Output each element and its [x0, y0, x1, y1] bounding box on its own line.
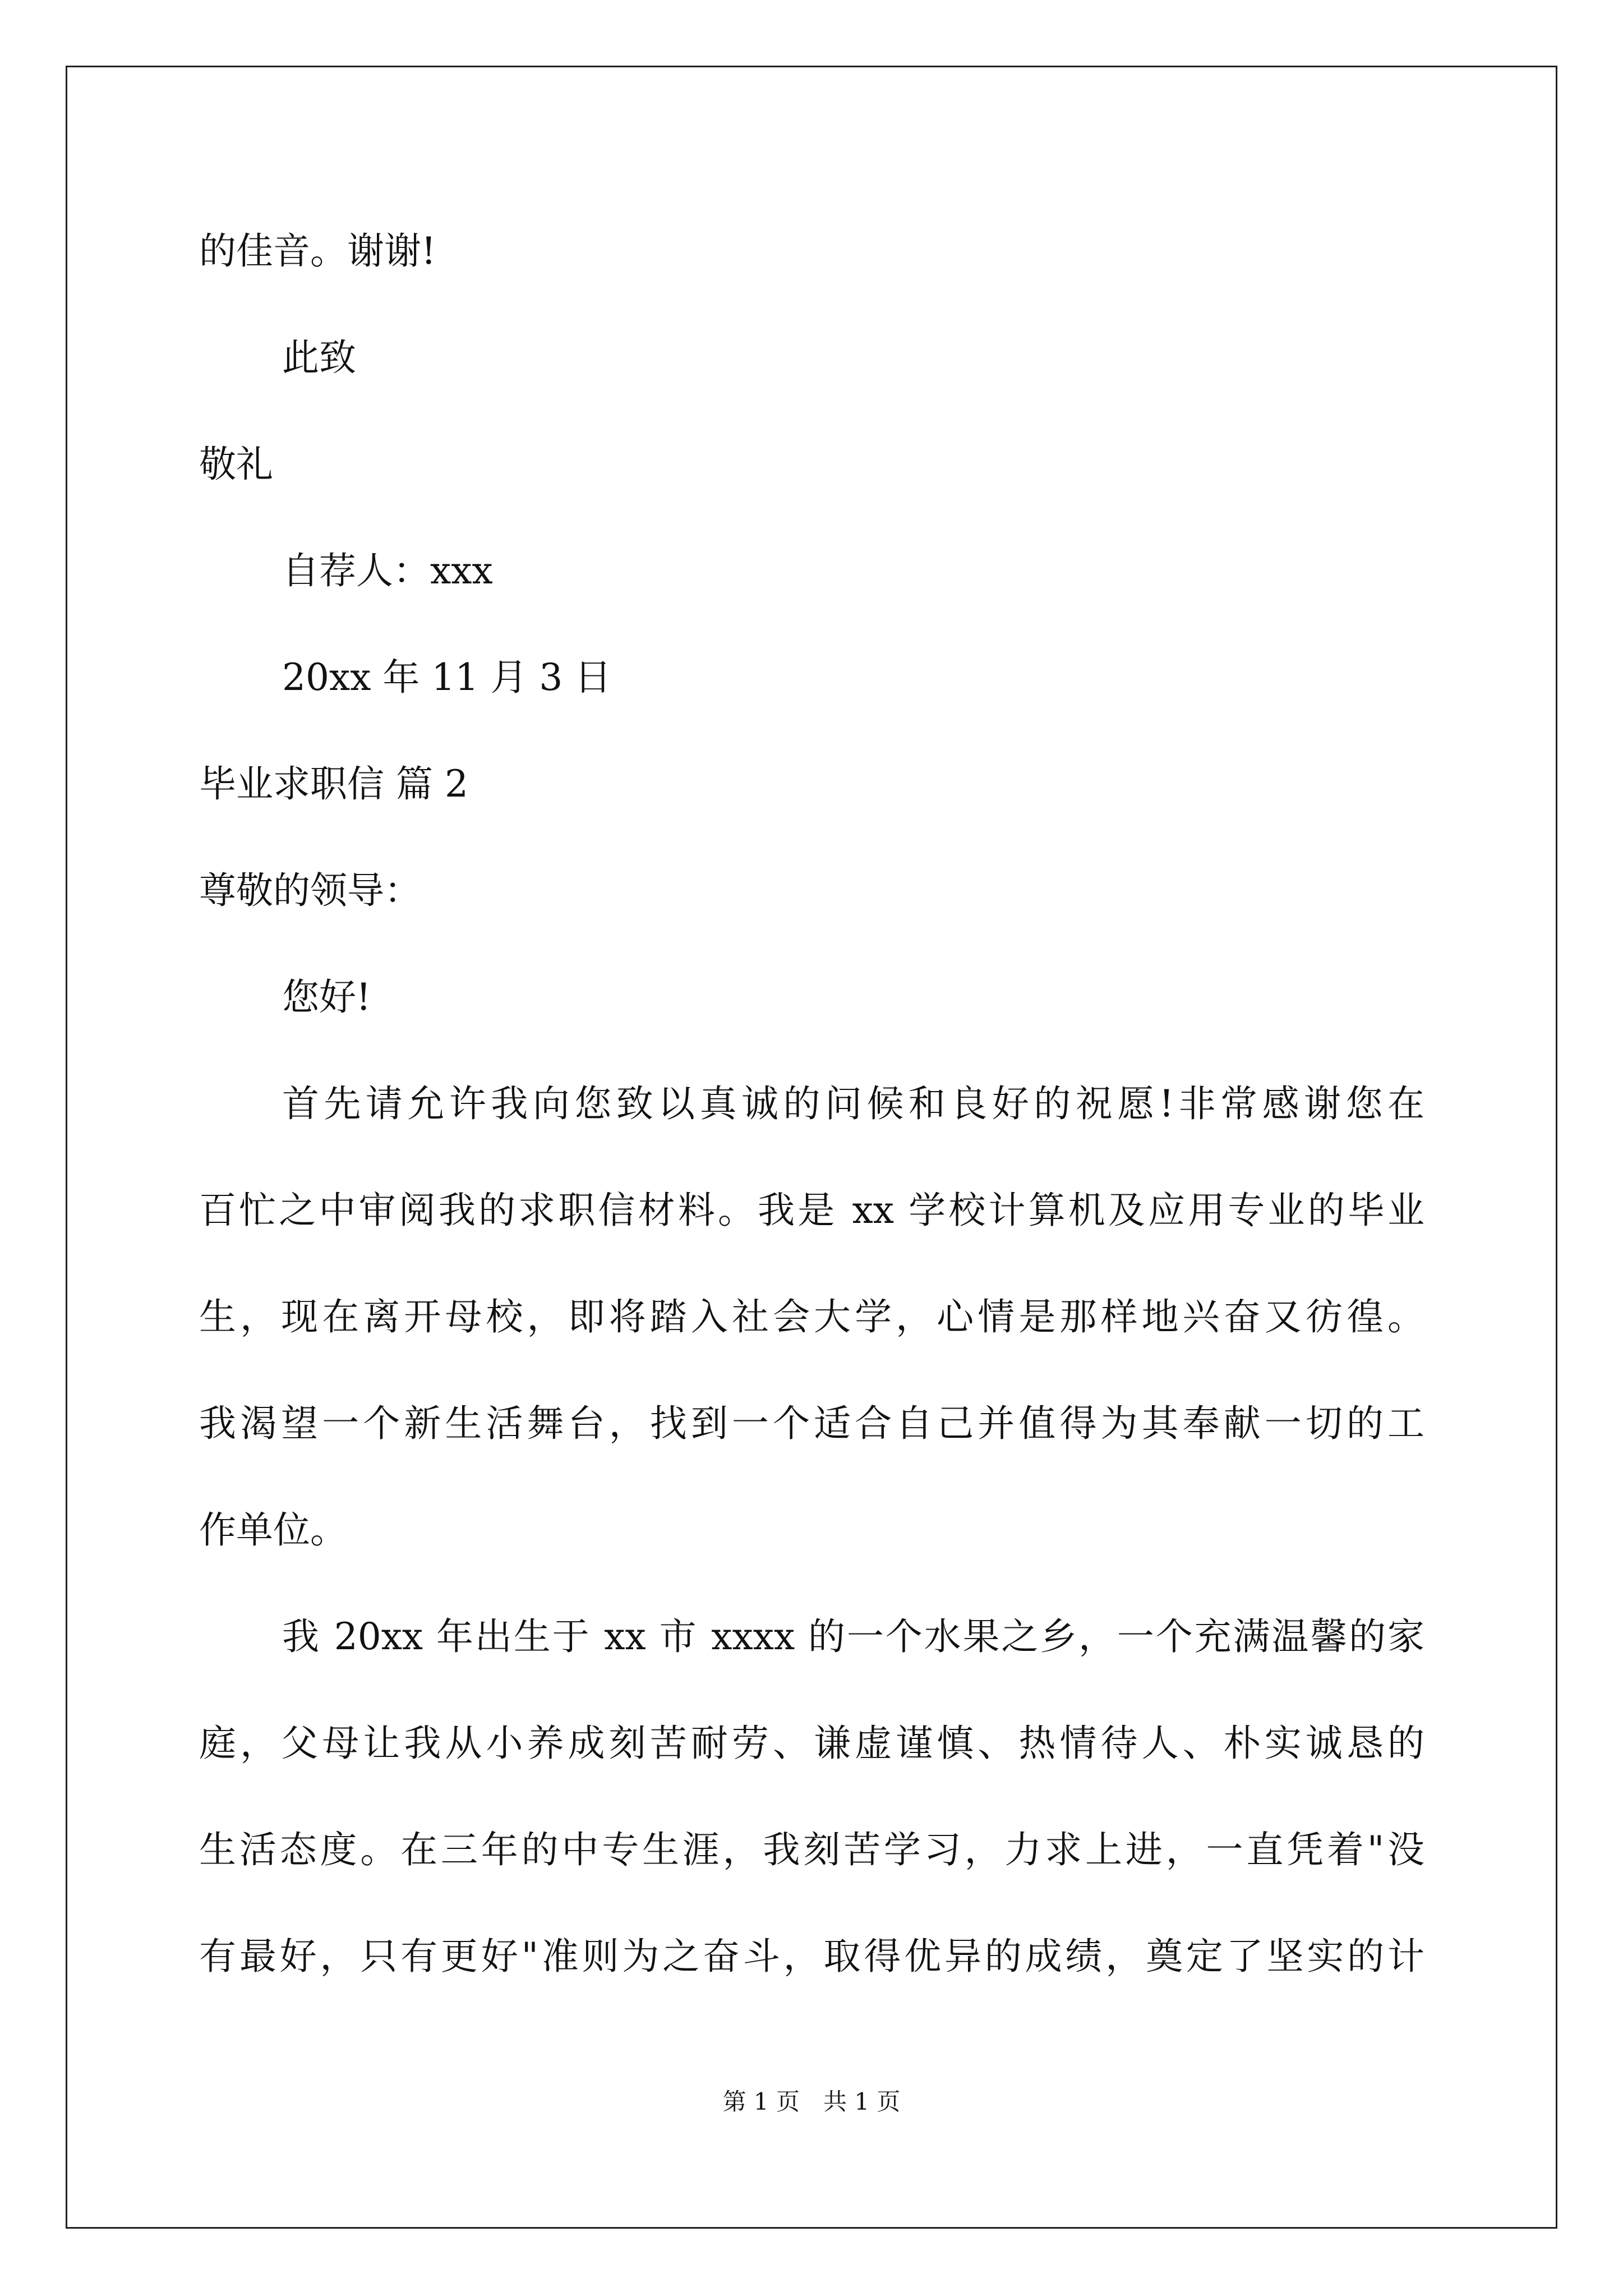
page-border [66, 66, 1557, 2229]
paragraph-line: 首先请允许我向您致以真诚的问候和良好的祝愿!非常感谢您在 [282, 1082, 1424, 1125]
text-line: 的佳音。谢谢! [199, 229, 436, 273]
section-title: 毕业求职信 篇 2 [199, 762, 468, 806]
paragraph-line: 生，现在离开母校，即将踏入社会大学，心情是那样地兴奋又彷徨。 [199, 1295, 1424, 1338]
salutation-respect: 敬礼 [199, 443, 273, 486]
paragraph-line: 庭，父母让我从小养成刻苦耐劳、谦虚谨慎、热情待人、朴实诚恳的 [199, 1722, 1424, 1765]
paragraph-line: 生活态度。在三年的中专生涯，我刻苦学习，力求上进，一直凭着"没 [199, 1828, 1424, 1871]
page-number-footer: 第 1 页 共 1 页 [722, 2088, 901, 2115]
greeting-line: 尊敬的领导： [199, 869, 421, 912]
salutation-closing: 此致 [282, 336, 356, 379]
date-line: 20xx 年 11 月 3 日 [282, 656, 612, 699]
paragraph-line: 作单位。 [199, 1508, 347, 1552]
signature-line: 自荐人：xxx [282, 549, 493, 592]
paragraph-line: 百忙之中审阅我的求职信材料。我是 xx 学校计算机及应用专业的毕业 [199, 1189, 1424, 1232]
paragraph-line: 我 20xx 年出生于 xx 市 xxxx 的一个水果之乡，一个充满温馨的家 [282, 1615, 1424, 1658]
paragraph-line: 我渴望一个新生活舞台，找到一个适合自己并值得为其奉献一切的工 [199, 1402, 1424, 1445]
paragraph-line: 有最好，只有更好"准则为之奋斗，取得优异的成绩，奠定了坚实的计 [199, 1935, 1424, 1978]
hello-line: 您好! [282, 976, 371, 1019]
